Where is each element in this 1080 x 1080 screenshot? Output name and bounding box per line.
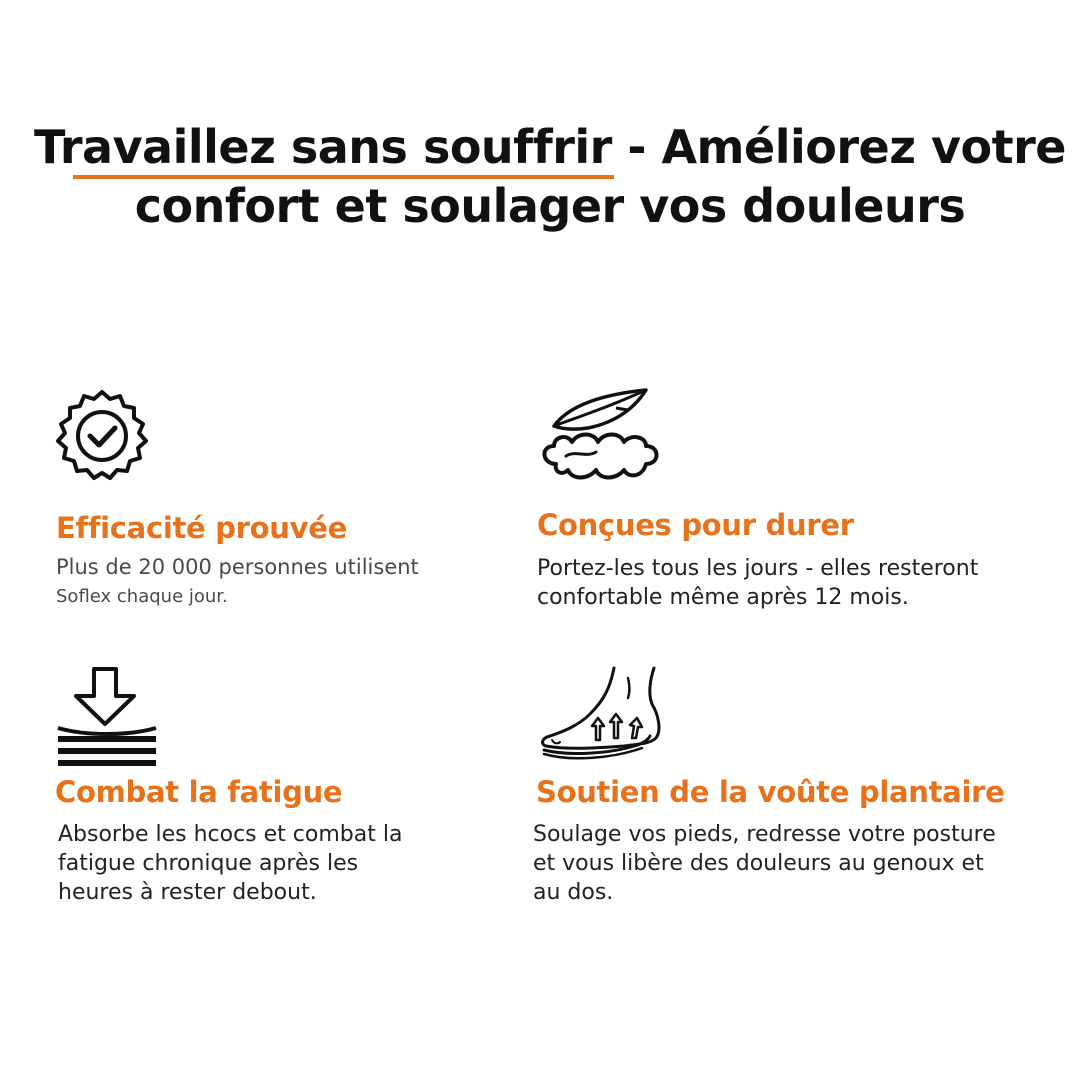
compression-arrow-icon [56, 666, 160, 768]
feature-description-line: Portez-les tous les jours - elles resteront [537, 556, 979, 581]
page-title-line-1: Travaillez sans souffrir - Améliorez votre [34, 120, 1066, 174]
feature-description [537, 554, 1057, 612]
badge-check-icon [52, 388, 152, 488]
feature-description [533, 820, 1073, 907]
foot-arch-icon [538, 664, 668, 768]
feature-description-line: Plus de 20 000 personnes utilisent [56, 555, 419, 579]
feature-title: Conçues pour durer [537, 508, 854, 542]
title-underline [73, 175, 614, 179]
feature-description [56, 553, 516, 611]
feature-description-line: heures à rester debout. [58, 880, 317, 905]
feature-title: Efficacité prouvée [56, 511, 347, 545]
feature-description-line: Soulage vos pieds, redresse votre posture [533, 822, 996, 847]
feature-title: Combat la fatigue [55, 775, 343, 809]
feature-description-line: au dos. [533, 880, 614, 905]
feature-description-line: Absorbe les hcocs et combat la [58, 822, 403, 847]
feature-title: Soutien de la voûte plantaire [536, 775, 1005, 809]
feature-description-line: et vous libère des douleurs au genoux et [533, 851, 984, 876]
feature-description [58, 820, 518, 907]
feather-cloud-icon [536, 386, 666, 488]
page-title-line-2: confort et soulager vos douleurs [134, 179, 966, 233]
feature-description-line: fatigue chronique après les [58, 851, 359, 876]
feature-description-line: Soflex chaque jour. [56, 586, 228, 607]
feature-description-line: confortable même après 12 mois. [537, 585, 909, 610]
